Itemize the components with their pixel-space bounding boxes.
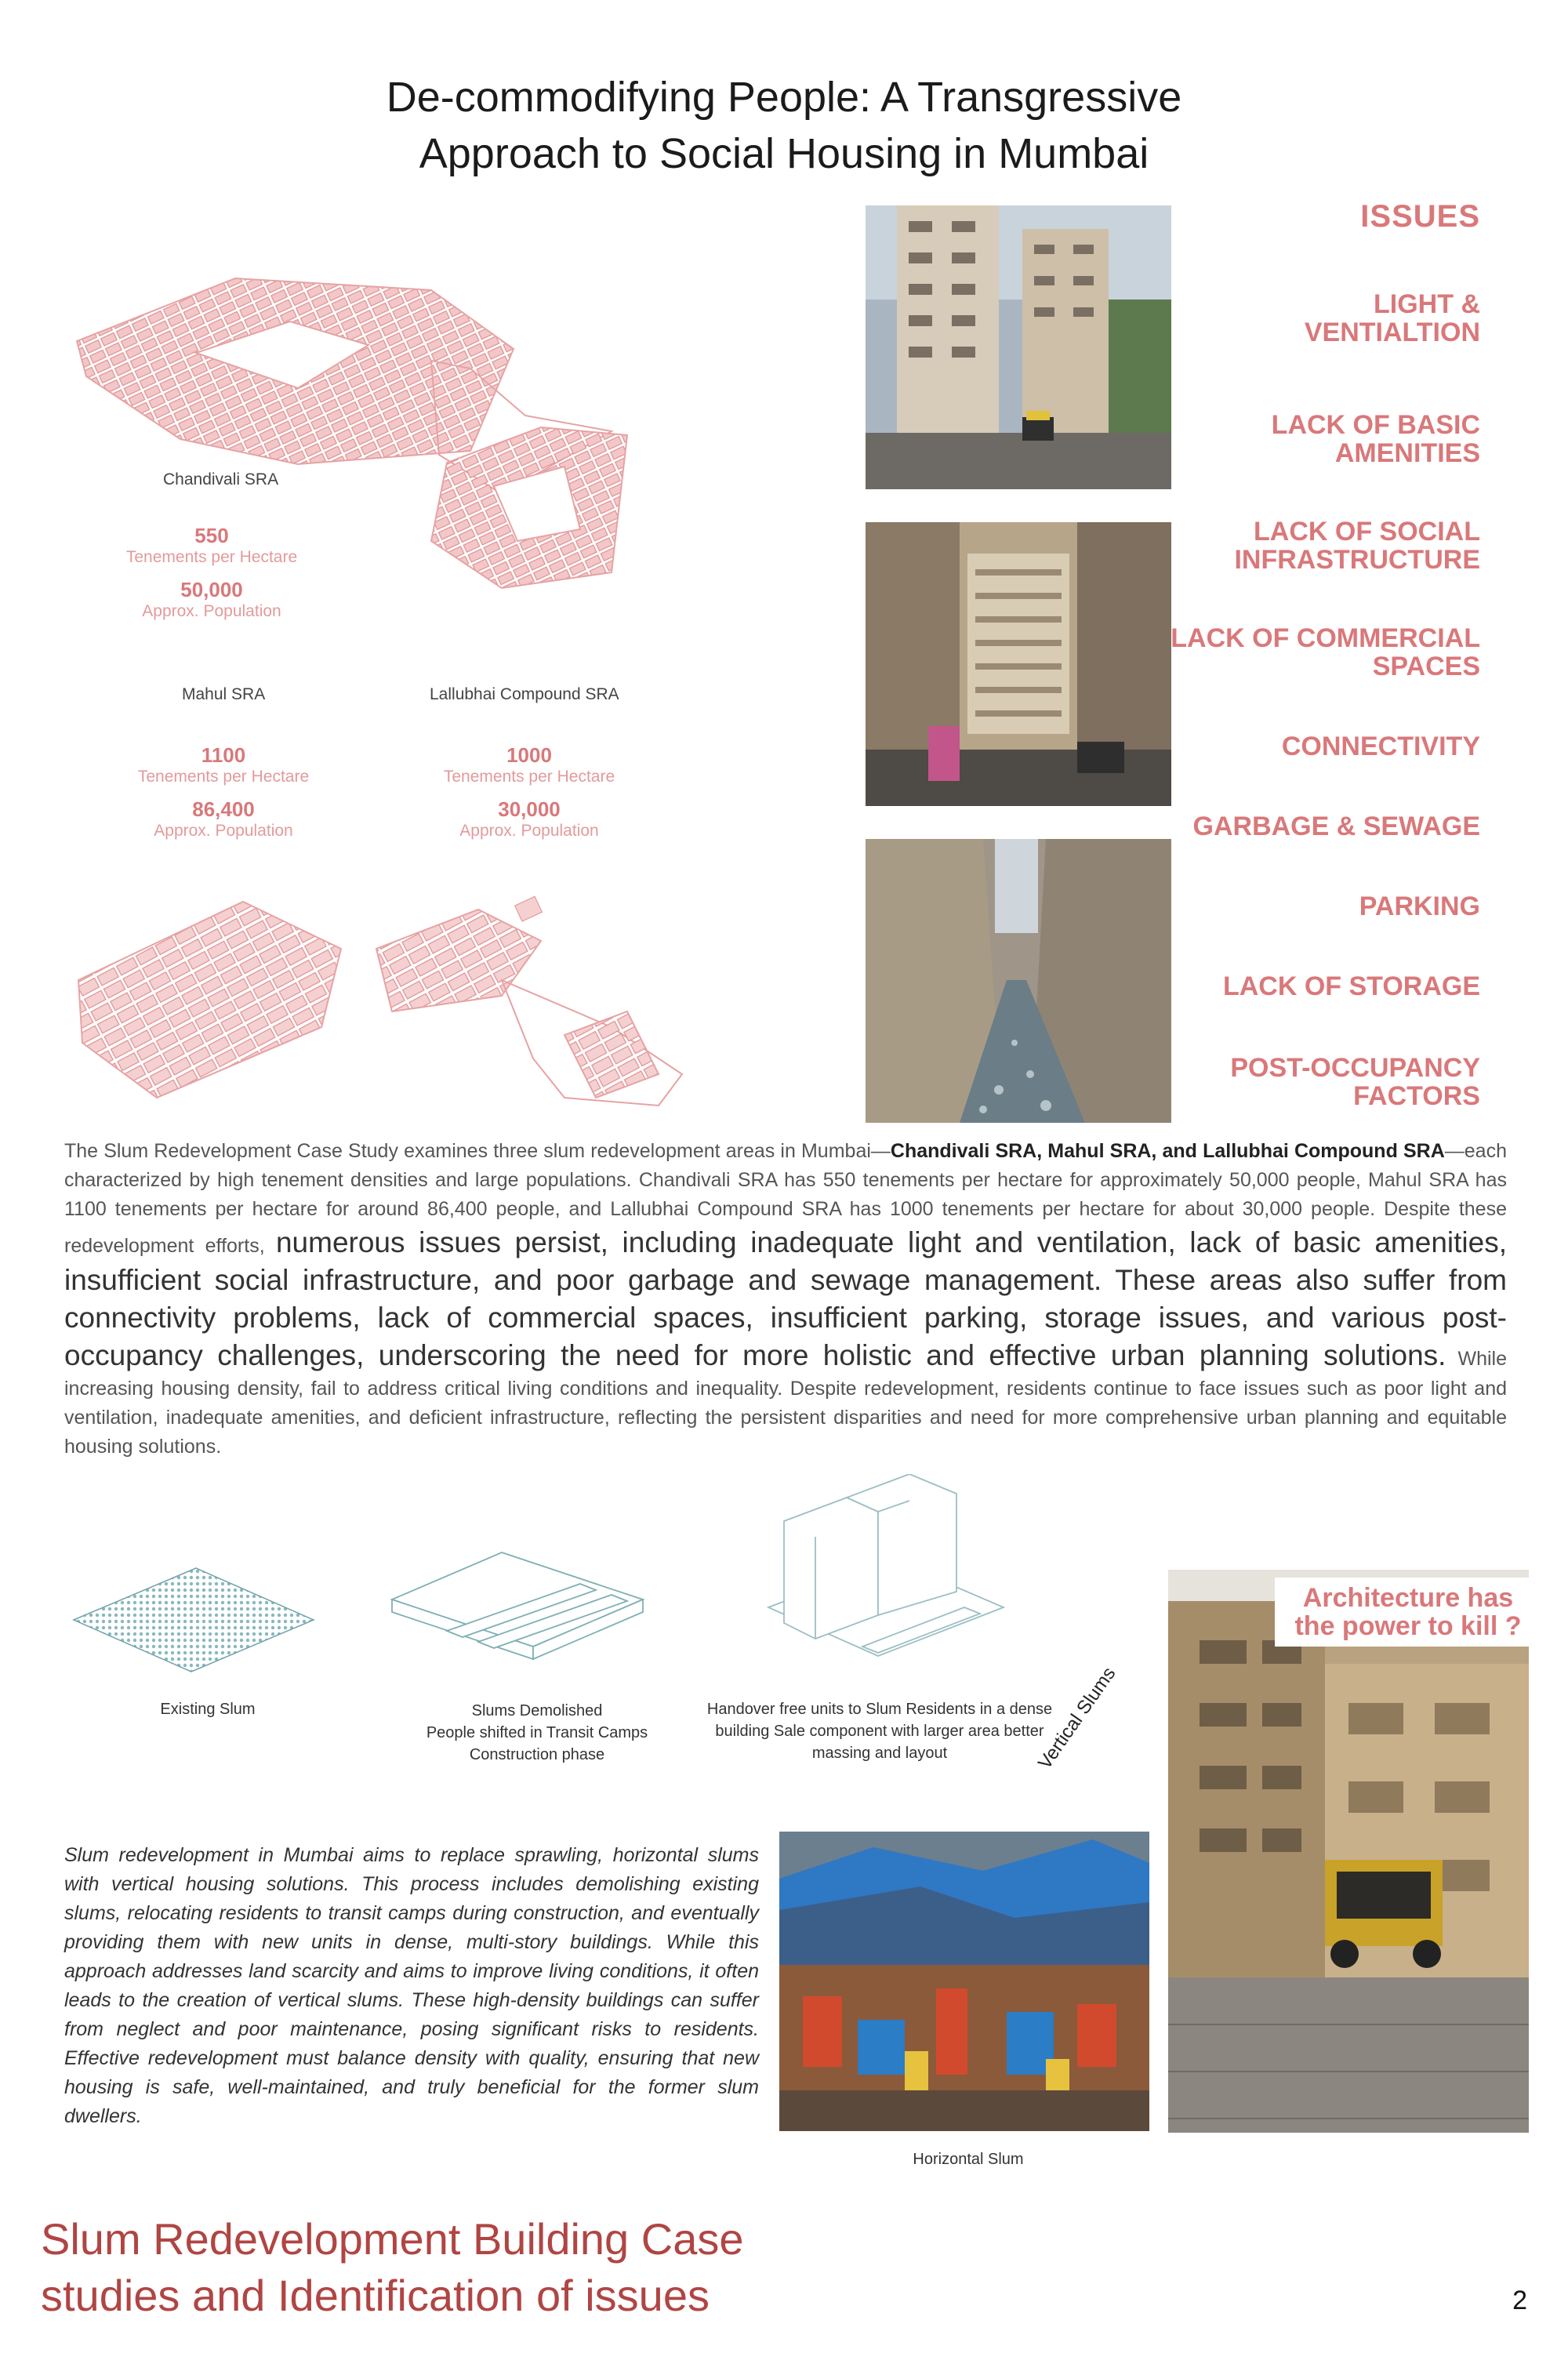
caption-slums-demolished: Slums Demolished People shifted in Transit Camps Construction phase — [426, 1702, 648, 1763]
caption-handover-units: Handover free units to Slum Residents in a dense building Sale component with larger area better massing and layout — [706, 1701, 1053, 1762]
issue-light-ventilation: LIGHT & VENTIALTION — [1304, 289, 1480, 347]
caption-existing-slum: Existing Slum — [160, 1701, 256, 1718]
lallubhai-population: 30,000 — [498, 797, 561, 821]
lallubhai-tenements: 1000 — [506, 743, 552, 767]
mahul-name: Mahul SRA — [182, 685, 266, 703]
redevelopment-paragraph: Slum redevelopment in Mumbai aims to replace sprawling, horizontal slums with vertical housing solutions. This process includes demolishing existing slums, relocating residents to transit camps during construction, and eventually providing them with new units in dense, multi-story buildings. While this approach addresses land scarcity and aims to improve living conditions, it often leads to the creation of vertical slums. These high-density buildings can suffer from neglect and poor maintenance, posing significant risks to residents. Effective redevelopment must balance density with quality, ensuring that new housing is safe, well-maintained, and truly beneficial for the former slum dwellers. — [64, 1844, 759, 2127]
case-study-bold-sites: Chandivali SRA, Mahul SRA, and Lallubhai Compound SRA — [890, 1140, 1445, 1162]
issue-storage: LACK OF STORAGE — [1222, 971, 1480, 1001]
case-study-text-3: While increasing housing density, fail to address critical living conditions and inequality. Despite redevelopment, residents continue to face issues such as poor light and ventilation, inadequate amenities, and deficient infrastructure, reflecting the persistent disparities and need for more comprehensive urban planning and equitable housing solutions. — [64, 1348, 1507, 1458]
existing-slum-diagram — [74, 1568, 314, 1672]
lallubhai-stats — [423, 743, 635, 841]
issue-basic-amenities: LACK OF BASIC AMENITIES — [1271, 410, 1480, 468]
page-title — [235, 69, 1333, 182]
issue-commercial-spaces: LACK OF COMMERCIAL SPACES — [1171, 623, 1480, 681]
title-line-1: De-commodifying People: A Transgressive — [386, 74, 1182, 121]
issue-connectivity: CONNECTIVITY — [1281, 732, 1480, 761]
page-number: 2 — [1512, 2286, 1527, 2315]
photo-horizontal-slum — [779, 1832, 1149, 2131]
footer-title: Slum Redevelopment Building Case studies and Identification of issues — [41, 2214, 744, 2320]
case-study-text-2: —each characterized by high tenement densities and large populations. Chandivali SRA has 550 tenements per hectare for approximately 50,000 people, Mahul SRA has 1100 tenements per hectare for around 86,400 people, and Lallubhai Compound SRA has 1000 tenements per hectare for about 30,000 people. Despite these redevelopment efforts, — [64, 1140, 1507, 1257]
case-study-large-text: numerous issues persist, including inadequate light and ventilation, lack of basic amenities, insufficient social infrastructure, and poor garbage and sewage management. These areas also suffer from connectivity problems, lack of commercial spaces, insufficient parking, storage issues, and various post-occupancy challenges, underscoring the need for more holistic and effective urban planning solutions. — [64, 1226, 1507, 1371]
architecture-quote: Architecture has the power to kill ? — [1275, 1578, 1541, 1647]
redevelopment-process-diagram — [63, 1474, 1113, 1709]
mahul-tenements: 1100 — [201, 743, 246, 767]
slums-demolished-diagram — [392, 1552, 643, 1659]
chandivali-tenements-label: Tenements per Hectare — [125, 548, 298, 566]
lallubhai-name: Lallubhai Compound SRA — [430, 685, 619, 703]
case-study-paragraph — [64, 1137, 1507, 1462]
handover-units-diagram — [768, 1474, 1004, 1656]
mahul-stats — [118, 743, 329, 841]
title-line-2: Approach to Social Housing in Mumbai — [419, 130, 1149, 177]
mahul-population-label: Approx. Population — [154, 822, 293, 840]
chandivali-stats — [118, 524, 306, 621]
chandivali-population: 50,000 — [180, 578, 243, 601]
case-study-text-1: The Slum Redevelopment Case Study examines three slum redevelopment areas in Mumbai— — [64, 1140, 891, 1162]
lallubhai-population-label: Approx. Population — [459, 822, 599, 840]
issue-garbage-sewage: GARBAGE & SEWAGE — [1192, 812, 1480, 841]
issues-heading: ISSUES — [1360, 199, 1480, 234]
lallubhai-site-plan — [376, 896, 682, 1106]
mahul-population: 86,400 — [192, 797, 255, 821]
issue-post-occupancy: POST-OCCUPANCY FACTORS — [1230, 1053, 1480, 1111]
issue-social-infrastructure: LACK OF SOCIAL INFRASTRUCTURE — [1234, 517, 1480, 575]
mahul-site-plan — [78, 902, 341, 1098]
lallubhai-tenements-label: Tenements per Hectare — [443, 768, 615, 786]
chandivali-population-label: Approx. Population — [142, 602, 281, 620]
chandivali-name: Chandivali SRA — [163, 470, 279, 488]
caption-horizontal-slum: Horizontal Slum — [913, 2151, 1024, 2168]
chandivali-tenements: 550 — [194, 524, 229, 547]
vertical-slums-label: Vertical Slums — [1034, 1663, 1120, 1774]
issue-parking: PARKING — [1359, 891, 1480, 921]
photo-vertical-slum — [1168, 1570, 1529, 2133]
mahul-tenements-label: Tenements per Hectare — [137, 768, 310, 786]
